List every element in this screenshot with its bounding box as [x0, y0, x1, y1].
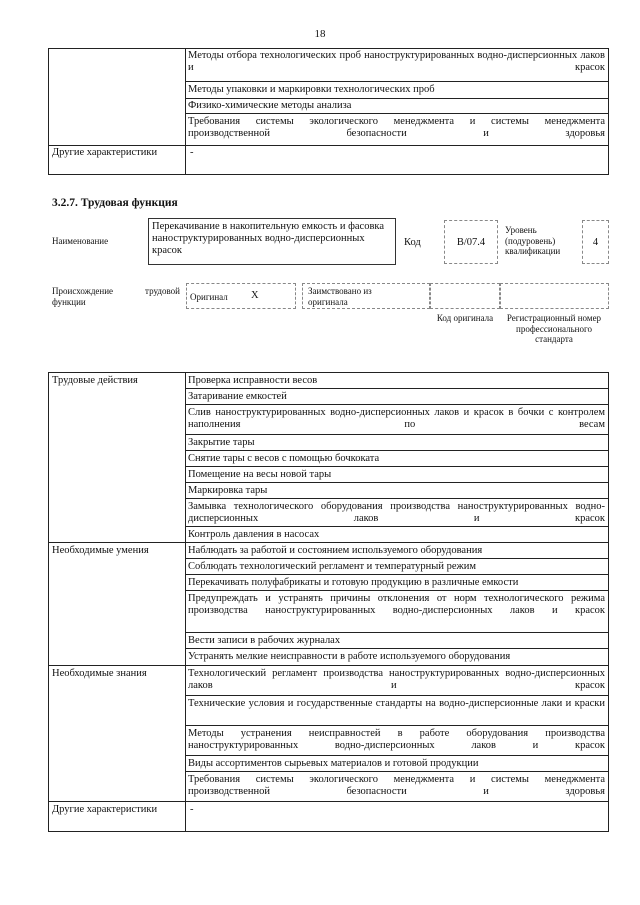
reg-number-box	[500, 283, 609, 309]
skill-row: Соблюдать технологический регламент и температурный режим	[185, 561, 608, 575]
knowledge-row: Методы устранения неисправностей в работе оборудования производства наноструктурированных водно-дисперсионных лаков и красок	[185, 728, 608, 756]
code-label: Код	[404, 237, 421, 248]
skill-row: Вести записи в рабочих журналах	[185, 635, 608, 649]
skill-row: Предупреждать и устранять причины отклонения от норм технологического режима производства наноструктурированных водно-дисперсионных лаков и красок	[185, 593, 608, 633]
action-row: Помещение на весы новой тары	[185, 469, 608, 483]
top-row-1: Методы отбора технологических проб наноструктурированных водно-дисперсионных лаков и красок	[185, 50, 608, 82]
action-row: Закрытие тары	[185, 437, 608, 451]
top-row-2: Методы упаковки и маркировки технологических проб	[185, 84, 608, 99]
original-mark: X	[251, 290, 259, 301]
page-number: 18	[314, 28, 326, 40]
action-row: Проверка исправности весов	[185, 375, 608, 389]
skill-row: Устранять мелкие неисправности в работе используемого оборудования	[188, 651, 511, 662]
top-row-3: Физико-химические методы анализа	[185, 100, 608, 114]
skill-row: Перекачивать полуфабрикаты и готовую продукцию в различные емкости	[185, 577, 608, 591]
action-row: Слив наноструктурированных водно-дисперсионных лаков и красок в бочки с контролем наполнения по весам	[185, 407, 608, 435]
other-value: -	[190, 804, 194, 815]
other-label: Другие характеристики	[52, 804, 158, 815]
top-other-label: Другие характеристики	[52, 147, 158, 158]
action-row: Замывка технологического оборудования производства наноструктурированных водно-дисперсионных лаков и красок	[185, 501, 608, 527]
function-name-value: Перекачивание в накопительную емкость и фасовка наноструктурированных водно-дисперсионных красок	[152, 221, 384, 256]
actions-label: Трудовые действия	[52, 375, 138, 386]
knowledge-row: Виды ассортиментов сырьевых материалов и готовой продукции	[185, 758, 608, 772]
knowledge-row: Технические условия и государственные стандарты на водно-дисперсионные лаки и краски	[185, 698, 608, 726]
action-row: Контроль давления в насосах	[188, 529, 320, 540]
knowledge-row: Требования системы экологического менеджмента и системы менеджмента производственной безопасности и здоровья	[188, 774, 605, 797]
origin-label: Происхождение трудовой функции	[52, 286, 180, 307]
code-original-label: Код оригинала	[436, 313, 494, 323]
original-label: Оригинал	[190, 292, 228, 302]
code-original-box	[430, 283, 500, 309]
action-row: Снятие тары с весов с помощью бочкоката	[185, 453, 608, 467]
level-label: Уровень (подуровень) квалификации	[505, 225, 561, 256]
top-row-4: Требования системы экологического менеджмента и системы менеджмента производственной безопасности и здоровья	[188, 116, 605, 139]
top-other-value: -	[190, 147, 194, 158]
level-value: 4	[592, 237, 599, 248]
skill-row: Наблюдать за работой и состоянием используемого оборудования	[185, 545, 608, 559]
knowledge-label: Необходимые знания	[52, 668, 147, 679]
code-value: B/07.4	[456, 237, 486, 248]
action-row: Маркировка тары	[185, 485, 608, 499]
name-label: Наименование	[52, 236, 109, 246]
borrowed-label: Заимствовано из оригинала	[308, 286, 372, 307]
skills-label: Необходимые умения	[52, 545, 149, 556]
function-name-box	[148, 218, 396, 265]
reg-number-label: Регистрационный номер профессионального стандарта	[506, 313, 602, 344]
knowledge-row: Технологический регламент производства наноструктурированных водно-дисперсионных лаков и красок	[185, 668, 608, 696]
section-heading: 3.2.7. Трудовая функция	[52, 197, 178, 209]
action-row: Затаривание емкостей	[185, 391, 608, 405]
